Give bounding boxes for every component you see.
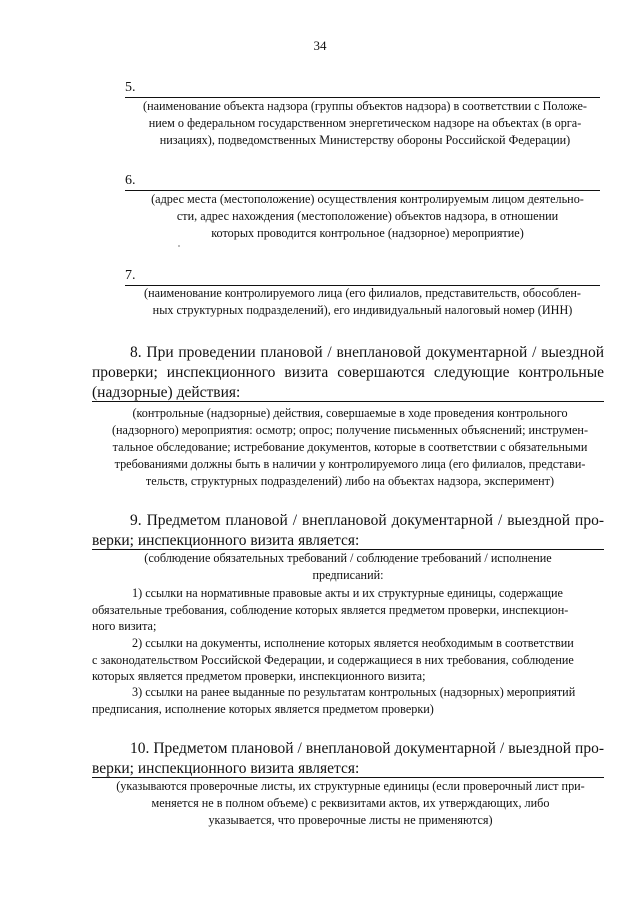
item-line: 3) ссылки на ранее выданные по результатам контрольных (надзорных) мероприятий [132,685,576,699]
item-line: обязательные требования, соблюдение которых является предметом проверки, инспекцион- [92,602,569,617]
caption-line: нием о федеральном государственном энергетическом надзоре на объектах (в орга- [148,116,582,130]
section-9-item-3 [92,684,604,717]
caption-line: (наименование объекта надзора (группы объектов надзора) в соответствии с Положе- [143,99,587,113]
item-line: с законодательством Российской Федерации, и содержащиеся в них требования, соблюдение [92,652,574,667]
item-line: 2) ссылки на документы, исполнение которых является необходимым в соответствии [132,636,574,650]
paragraph-line: проверки; инспекционного визита совершаются следующие контрольные [92,364,604,381]
field-5-caption [105,98,625,149]
paragraph-line: 8. При проведении плановой / внеплановой документарной / выездной [130,344,604,361]
section-10-heading [92,739,604,779]
caption-line: требованиями должны быть в наличии у контролируемого лица (его филиалов, представи- [114,457,586,471]
caption-line: сти, адрес нахождения (местоположение) объектов надзора, в отношении [176,209,559,223]
field-7-caption [105,285,620,319]
paragraph-line: 9. Предметом плановой / внеплановой документарной / выездной про- [130,512,604,529]
caption-line: (адрес места (местоположение) осуществления контролируемым лицом деятельно- [151,192,584,206]
paragraph-line: верки; инспекционного визита является: [92,760,360,777]
field-5-number: 5. [125,80,136,95]
page-number: 34 [313,38,327,53]
field-5-line [125,80,600,98]
caption-line: тельств, структурных подразделений) либо на объектах надзора, эксперимент) [145,474,555,488]
caption-line: которых проводится контрольное (надзорное) мероприятие) [211,226,524,240]
caption-line: (наименование контролируемого лица (его филиалов, представительств, обособлен- [144,286,581,300]
scan-speck [178,245,180,247]
item-line: ного визита; [92,619,157,633]
item-line: предписания, исполнение которых является предметом проверки) [92,701,434,716]
caption-line: (надзорного) мероприятия: осмотр; опрос; получение письменных объяснений; инструмен- [111,423,589,437]
caption-line: (контрольные (надзорные) действия, совершаемые в ходе проведения контрольного [132,406,568,420]
caption-line: ных структурных подразделений), его индивидуальный налоговый номер (ИНН) [152,303,573,317]
caption-line: низациях), подведомственных Министерству обороны Российской Федерации) [159,133,571,147]
section-9-heading [92,511,604,551]
caption-line: указывается, что проверочные листы не применяются) [208,813,493,827]
paragraph-line: верки; инспекционного визита является: [92,532,360,549]
field-6-number: 6. [125,173,136,188]
section-9-item-1 [92,585,604,635]
field-6-caption [110,191,625,242]
section-9-caption-head [92,550,604,584]
section-10-caption [88,778,613,829]
caption-line: (указываются проверочные листы, их структурные единицы (если проверочный лист при- [116,779,585,793]
section-9-item-2 [92,635,604,685]
field-7-line [125,268,600,286]
caption-line: тальное обследование; истребование документов, которые в соответствии с обязательными [112,440,588,454]
item-line: 1) ссылки на нормативные правовые акты и их структурные единицы, содержащие [132,586,563,600]
section-8-rule [92,401,604,402]
paragraph-line: 10. Предметом плановой / внеплановой документарной / выездной про- [130,740,604,757]
section-8-caption [90,405,610,490]
item-line: которых является предметом проверки, инспекционного визита; [92,669,426,683]
caption-line: меняется не в полном объеме) с реквизитами актов, их утверждающих, либо [151,796,550,810]
caption-line: предписаний: [312,568,384,582]
field-6-line [125,173,600,191]
field-7-number: 7. [125,268,136,283]
paragraph-line: (надзорные) действия: [92,384,241,401]
caption-line: (соблюдение обязательных требований / соблюдение требований / исполнение [144,551,552,565]
section-8-heading [92,343,604,403]
